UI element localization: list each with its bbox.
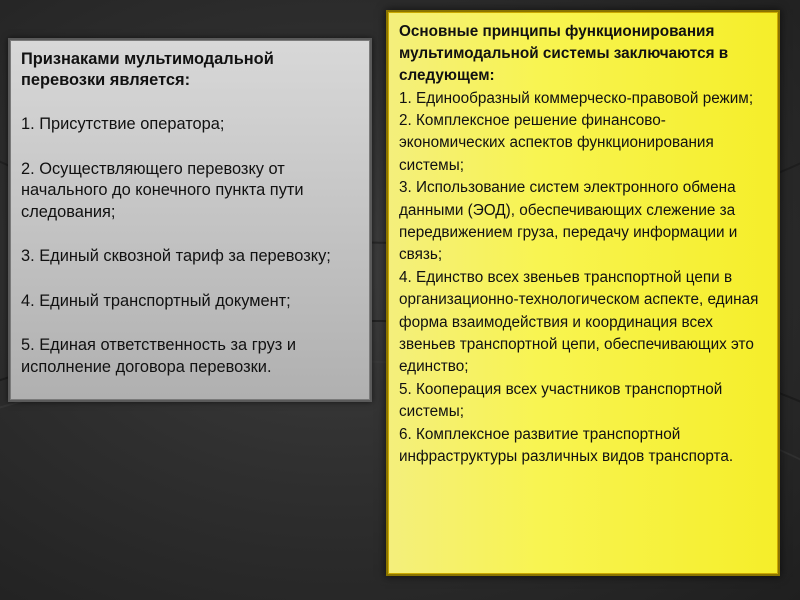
list-item: 4. Единство всех звеньев транспортной цепи в организационно-технологическом аспекте, единая форма взаимодействия и координация всех звеньев транспортной цепи, обеспечивающих это единство; [399, 268, 759, 376]
list-item: 5. Единая ответственность за груз и исполнение договора перевозки. [21, 336, 297, 376]
list-item: 2. Комплексное решение финансово-экономических аспектов функционирования системы; [399, 112, 714, 174]
features-panel [10, 40, 370, 400]
list-item: 3. Использование систем электронного обмена данными (ЭОД), обеспечивающих слежение за передвижением груза, передачу информации и связь; [399, 179, 738, 264]
list-item: 3. Единый сквозной тариф за перевозку; [21, 247, 331, 265]
list-item: 5. Кооперация всех участников транспортной системы; [399, 380, 723, 421]
list-item: 2. Осуществляющего перевозку от начального до конечного пункта пути следования; [21, 159, 304, 221]
principles-list [399, 88, 767, 469]
list-item: 1. Единообразный коммерческо-правовой режим; [399, 89, 754, 107]
features-list [21, 114, 359, 378]
list-item: 6. Комплексное развитие транспортной инфраструктуры различных видов транспорта. [399, 425, 734, 466]
principles-title: Основные принципы функционирования мультимодальной системы заключаются в следующем: [399, 23, 729, 85]
features-title: Признаками мультимодальной перевозки является: [21, 50, 274, 89]
list-item: 4. Единый транспортный документ; [21, 291, 291, 310]
principles-panel [388, 12, 778, 574]
list-item: 1. Присутствие оператора; [21, 115, 225, 133]
